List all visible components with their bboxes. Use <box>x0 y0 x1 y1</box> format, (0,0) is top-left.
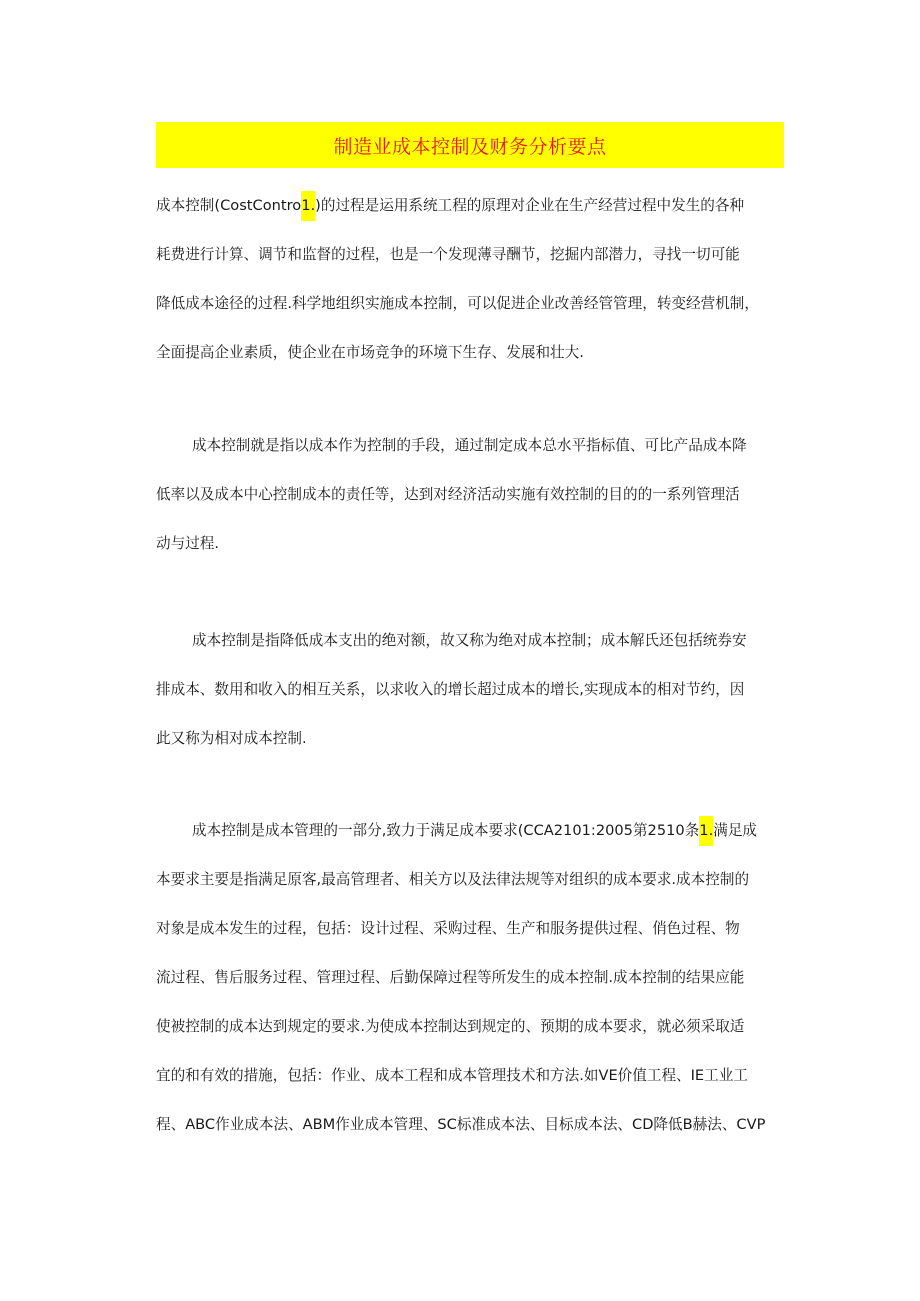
paragraph-4 <box>156 806 792 1149</box>
paragraph-line: 对象是成本发生的过程，包括：设计过程、采购过程、生产和服务提供过程、俏色过程、物 <box>156 920 740 937</box>
paragraph-line: 排成本、数用和收入的相互关系，以求收入的增长超过成本的增长,实现成本的相对节约，因 <box>156 681 745 698</box>
paragraph-3 <box>156 616 792 763</box>
highlighted-text: 1. <box>301 191 315 221</box>
highlighted-text: 1. <box>699 816 713 846</box>
paragraph-line: 耗费进行计算、调节和监督的过程，也是一个发现薄寻酬节，挖掘内部潜力，寻找一切可能 <box>156 246 740 263</box>
line-text: 成本控制是成本管理的一部分,致力于满足成本要求(CCA2101:2005第2510条 <box>192 822 700 839</box>
paragraph-line: 降低成本途径的过程.科学地组织实施成本控制，可以促进企业改善经管管理，转变经营机制， <box>156 295 759 312</box>
paragraph-line: 动与过程. <box>156 535 220 552</box>
paragraph-2 <box>156 421 792 568</box>
paragraph-line: 此又称为相对成本控制. <box>156 730 307 747</box>
line-text: 满足成 <box>713 822 758 839</box>
paragraph-line: 宜的和有效的措施，包括：作业、成本工程和成本管理技术和方法.如VE价值工程、IE工业工 <box>156 1067 748 1084</box>
paragraph-line: 本要求主要是指满足原客,最高管理者、相关方以及法律法规等对组织的成本要求.成本控制的 <box>156 871 750 888</box>
paragraph-line: 成本控制是指降低成本支出的绝对额，故又称为绝对成本控制；成本解氏还包括统券安 <box>192 632 747 649</box>
line-text: 成本控制(CostContro <box>156 197 302 214</box>
paragraph-1 <box>156 181 792 377</box>
paragraph-line: 流过程、售后服务过程、管理过程、后勤保障过程等所发生的成本控制.成本控制的结果应能 <box>156 969 745 986</box>
paragraph-line: 成本控制就是指以成本作为控制的手段，通过制定成本总水平指标值、可比产品成本降 <box>192 437 747 454</box>
paragraph-line: 程、ABC作业成本法、ABM作业成本管理、SC标准成本法、目标成本法、CD降低B赫法、CVP <box>156 1116 766 1133</box>
paragraph-line <box>156 806 792 855</box>
line-text: )的过程是运用系统工程的原理对企业在生产经营过程中发生的各种 <box>315 197 745 214</box>
paragraph-line <box>156 181 792 230</box>
document-title: 制造业成本控制及财务分析要点 <box>333 135 607 158</box>
paragraph-line: 全面提高企业素质，使企业在市场竞争的环境下生存、发展和壮大. <box>156 344 584 361</box>
paragraph-line: 低率以及成本中心控制成本的责任等，达到对经济活动实施有效控制的目的的一系列管理活 <box>156 486 740 503</box>
paragraph-line: 使被控制的成本达到规定的要求.为使成本控制达到规定的、预期的成本要求，就必须采取适 <box>156 1018 745 1035</box>
title-highlight-bar <box>156 122 784 168</box>
